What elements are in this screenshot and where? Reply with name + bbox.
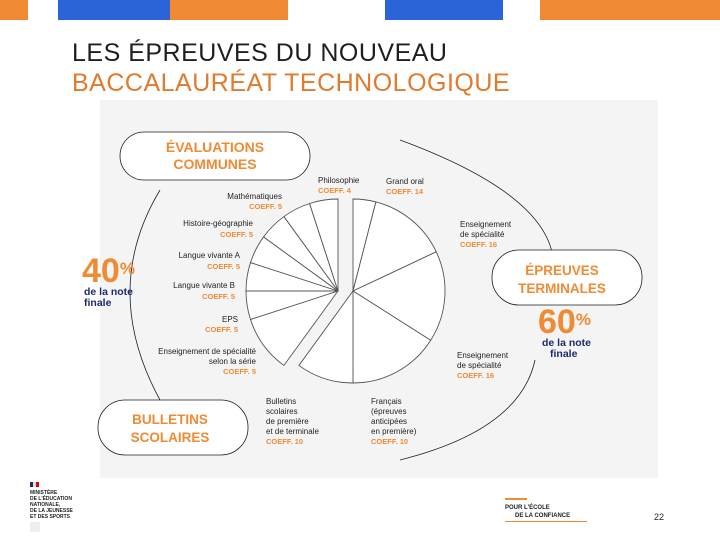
share-right-unit: % xyxy=(575,310,591,329)
share-right-value: 60 xyxy=(538,303,576,341)
coeff-francais: COEFF. 10 xyxy=(371,437,409,446)
coeff-bulletins: COEFF. 10 xyxy=(266,437,304,446)
label-francais-4: en première) xyxy=(371,427,417,436)
title-line-2: BACCALAURÉAT TECHNOLOGIQUE xyxy=(72,69,511,97)
ministry-line-3: NATIONALE, xyxy=(30,502,61,508)
label-lva: Langue vivante A xyxy=(178,251,240,260)
label-maths: Mathématiques xyxy=(227,192,282,201)
top-bar-blue-1 xyxy=(58,0,170,20)
ecole-underline xyxy=(505,521,587,522)
label-bulletins-4: et de terminale xyxy=(266,427,319,436)
epreuves-terminales-line-1: ÉPREUVES xyxy=(525,263,599,278)
coeff-eps: COEFF. 5 xyxy=(205,325,238,334)
coeff-maths: COEFF. 5 xyxy=(249,202,282,211)
page-number: 22 xyxy=(654,512,665,522)
title-line-1: LES ÉPREUVES DU NOUVEAU xyxy=(72,39,448,67)
ministry-line-5: ET DES SPORTS xyxy=(30,514,71,520)
coeff-lvb: COEFF. 5 xyxy=(202,292,235,301)
share-left xyxy=(82,252,135,290)
label-lvb: Langue vivante B xyxy=(173,281,235,290)
label-grand-oral: Grand oral xyxy=(386,177,424,186)
label-spec-serie-1: Enseignement de spécialité xyxy=(158,347,256,356)
ministry-line-2: DE L'ÉDUCATION xyxy=(30,496,72,502)
bulletins-scolaires-line-2: SCOLAIRES xyxy=(130,430,210,445)
label-bulletins-3: de première xyxy=(266,417,309,426)
share-left-value: 40 xyxy=(82,252,120,290)
share-right xyxy=(538,303,591,341)
label-bulletins-2: scolaires xyxy=(266,407,298,416)
label-philosophie: Philosophie xyxy=(318,176,360,185)
evaluations-communes-line-2: COMMUNES xyxy=(173,156,257,172)
ministry-motto-mark xyxy=(30,522,40,532)
label-spec-serie-2: selon la série xyxy=(208,357,256,366)
share-left-unit: % xyxy=(119,259,135,278)
top-bar-blue-2 xyxy=(385,0,503,20)
ecole-confiance-logo xyxy=(505,498,587,522)
ministry-logo xyxy=(30,480,90,535)
flag-white xyxy=(33,482,36,487)
label-eps: EPS xyxy=(221,315,238,324)
label-spec-bottom-2: de spécialité xyxy=(457,361,502,370)
ecole-line-2: DE LA CONFIANCE xyxy=(515,513,571,519)
share-right-caption-1: de la note xyxy=(542,337,592,349)
ministry-line-1: MINISTÈRE xyxy=(30,490,58,496)
coeff-spec-bottom: COEFF. 16 xyxy=(457,371,495,380)
top-bar-orange-3 xyxy=(540,0,720,20)
top-bar-orange-2 xyxy=(170,0,288,20)
ecole-line-1: POUR L'ÉCOLE xyxy=(505,505,550,511)
share-right-caption-2: finale xyxy=(550,348,578,360)
coeff-lva: COEFF. 5 xyxy=(207,262,240,271)
label-spec-top-1: Enseignement xyxy=(460,220,512,229)
ministry-line-4: DE LA JEUNESSE xyxy=(30,508,73,514)
label-histoire: Histoire-géographie xyxy=(183,219,253,228)
pie-chart xyxy=(82,100,658,478)
bulletins-scolaires-box xyxy=(98,400,248,455)
coeff-histoire: COEFF. 5 xyxy=(220,230,253,239)
share-left-caption-1: de la note xyxy=(84,286,134,298)
label-francais-2: (épreuves xyxy=(371,407,407,416)
label-spec-bottom-1: Enseignement xyxy=(457,351,509,360)
ecole-accent-line xyxy=(505,498,527,500)
top-bar-orange-1 xyxy=(0,0,28,20)
label-francais-3: anticipées xyxy=(371,417,408,426)
flag-red xyxy=(36,482,39,487)
coeff-philosophie: COEFF. 4 xyxy=(318,186,351,195)
left-arc-line xyxy=(130,190,160,400)
pie-chart-figure xyxy=(82,100,658,478)
label-spec-top-2: de spécialité xyxy=(460,230,505,239)
label-bulletins-1: Bulletins xyxy=(266,397,297,406)
epreuves-terminales-line-2: TERMINALES xyxy=(518,281,606,296)
coeff-spec-top: COEFF. 16 xyxy=(460,240,498,249)
share-left-caption-2: finale xyxy=(84,297,112,309)
flag-blue xyxy=(30,482,33,487)
page-title xyxy=(72,38,510,98)
evaluations-communes-line-1: ÉVALUATIONS xyxy=(165,139,265,155)
label-francais-1: Français xyxy=(371,397,402,406)
bulletins-scolaires-line-1: BULLETINS xyxy=(132,412,208,427)
coeff-spec-serie: COEFF. 5 xyxy=(223,367,256,376)
coeff-grand-oral: COEFF. 14 xyxy=(386,187,424,196)
